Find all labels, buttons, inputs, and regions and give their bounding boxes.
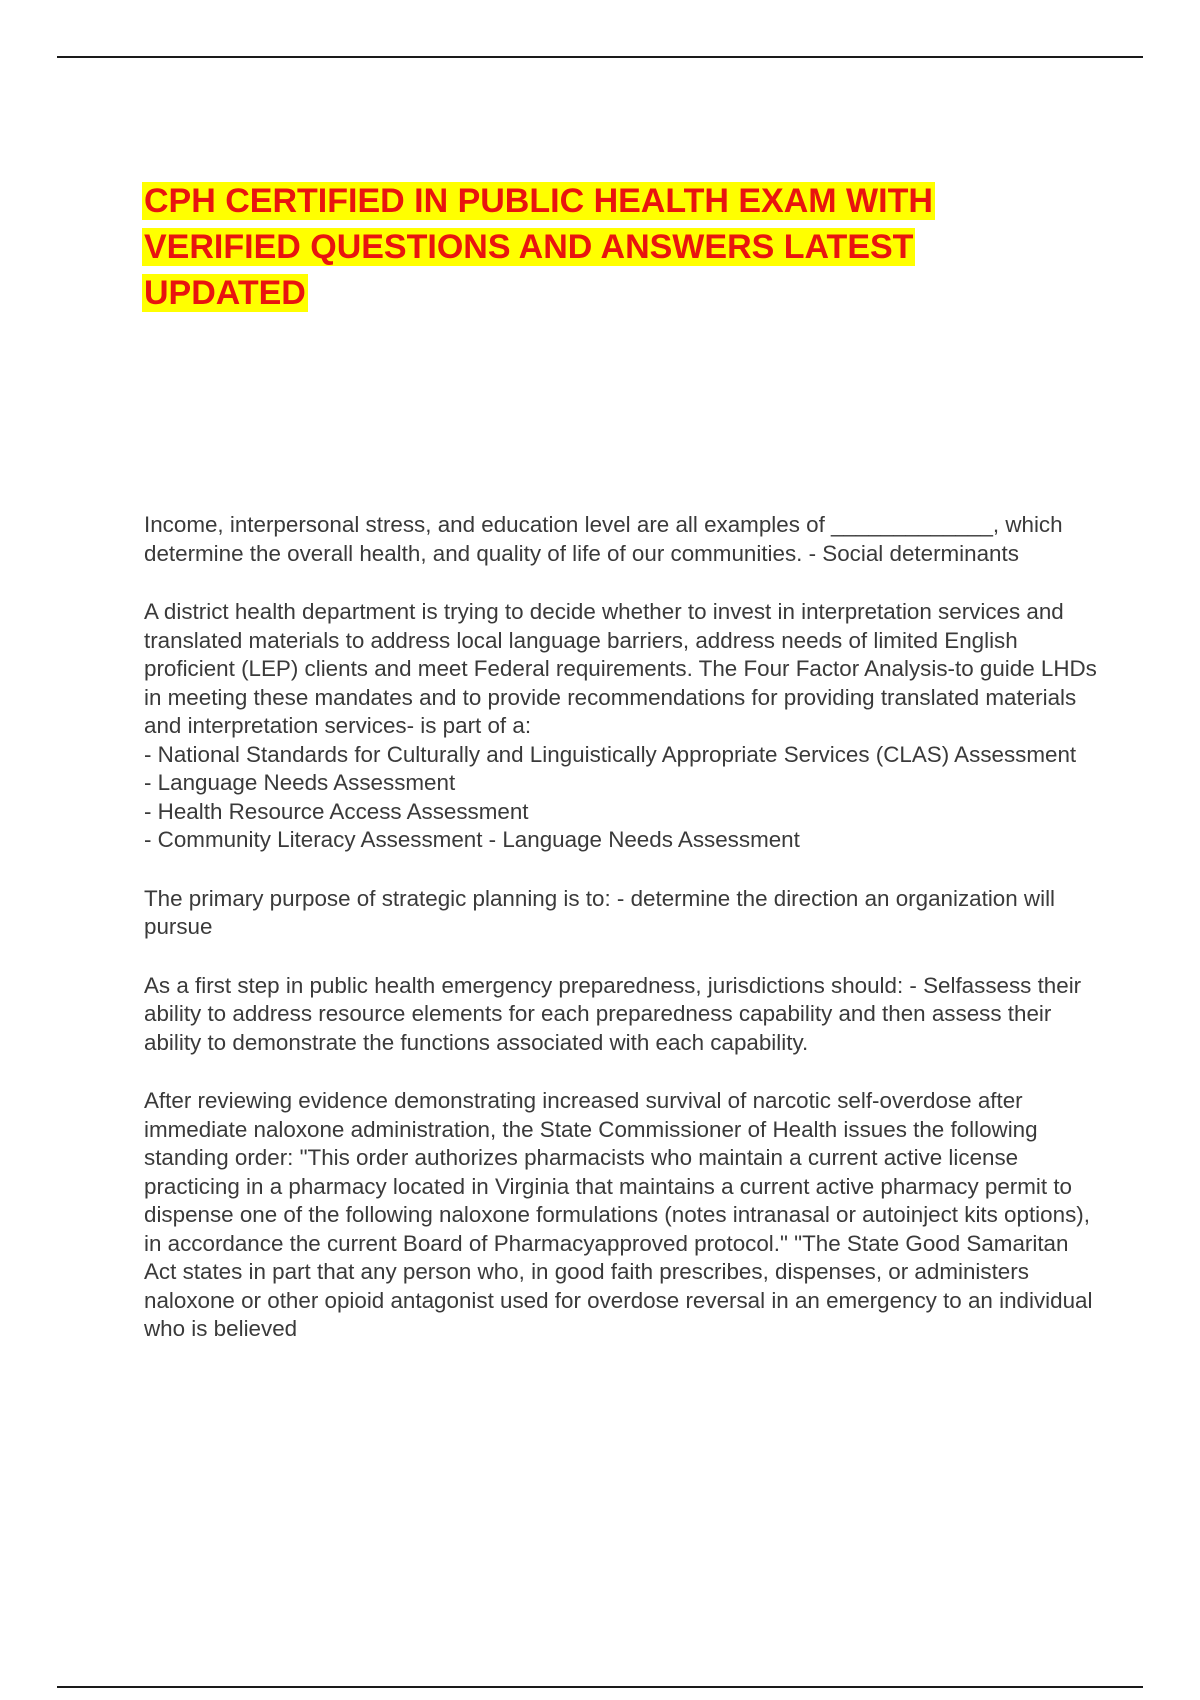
paragraph-naloxone-standing-order: After reviewing evidence demonstrating increased survival of narcotic self-overdose after immediate naloxone administration, the State Commissioner of Health issues the following standing order: "This order authorizes pharmacists who maintain a current active license practicing in a pharmacy located in Virginia that maintains a current active pharmacy permit to dispense one of the following naloxone formulations (notes intranasal or autoinject kits options), in accordance the current Board of Pharmacyapproved protocol." "The State Good Samaritan Act states in part that any person who, in good faith prescribes, dispenses, or administers naloxone or other opioid antagonist used for overdose reversal in an emergency to an individual who is believed <box>144 1088 1093 1341</box>
document-title-text: CPH CERTIFIED IN PUBLIC HEALTH EXAM WITH VERIFIED QUESTIONS AND ANSWERS LATEST UPDATED <box>144 182 933 312</box>
top-rule <box>57 56 1143 58</box>
document-body <box>144 511 1099 1374</box>
paragraph-social-determinants: Income, interpersonal stress, and education level are all examples of _____________, which determine the overall health, and quality of life of our communities. - Social determinants <box>144 512 1063 566</box>
paragraph-four-factor-analysis: A district health department is trying to decide whether to invest in interpretation services and translated materials to address local language barriers, address needs of limited English proficient (LEP) clients and meet Federal requirements. The Four Factor Analysis-to guide LHDs in meeting these mandates and to provide recommendations for providing translated materials and interpretation services- is part of a: - National Standards for Culturally and Linguistically Appropriate Services (CLAS) Assessment - Language Needs Assessment - Health Resource Access Assessment - Community Literacy Assessment - Language Needs Assessment <box>144 599 1097 852</box>
bottom-rule <box>57 1686 1143 1688</box>
paragraph-emergency-preparedness: As a first step in public health emergency preparedness, jurisdictions should: - Selfassess their ability to address resource elements for each preparedness capability and then assess their ability to demonstrate the functions associated with each capability. <box>144 972 1082 1055</box>
document-title <box>142 178 1042 316</box>
paragraph-strategic-planning: The primary purpose of strategic planning is to: - determine the direction an organization will pursue <box>144 885 1056 939</box>
